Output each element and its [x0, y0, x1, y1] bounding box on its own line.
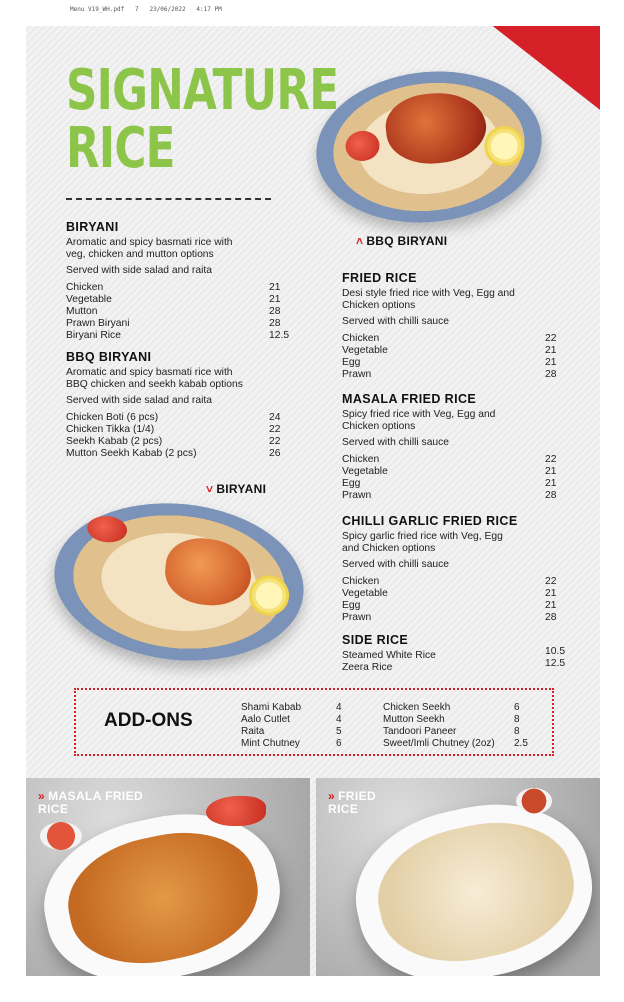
menu-item: Chicken Boti (6 pcs) 24 [66, 412, 281, 423]
tomato-slice-image [344, 129, 381, 162]
item-price: 21 [545, 357, 557, 368]
section-title: SIDE RICE [342, 633, 409, 647]
menu-item: Chicken 22 [342, 333, 557, 344]
menu-item: Egg 21 [342, 478, 557, 489]
masala-fried-rice-section [342, 392, 572, 502]
menu-item: Egg 21 [342, 600, 557, 611]
bbq-biryani-section [66, 350, 306, 460]
section-title: MASALA FRIED RICE [342, 392, 477, 406]
addon-item: Sweet/Imli Chutney (2oz) 2.5 [383, 738, 528, 749]
fried-rice-label: » FRIED RICE [328, 789, 377, 816]
section-description: Spicy garlic fried rice with Veg, Egg and Chicken options [342, 531, 503, 554]
menu-item: Prawn Biryani 28 [66, 318, 281, 329]
menu-page [26, 26, 600, 976]
menu-item: Prawn 28 [342, 369, 557, 380]
section-note: Served with chilli sauce [342, 437, 450, 448]
page-title [66, 58, 339, 181]
side-rice-section [342, 633, 582, 674]
addon-item: Shami Kabab 4 [241, 702, 342, 713]
section-note: Served with side salad and raita [66, 395, 212, 406]
chicken-piece-image [162, 535, 254, 610]
menu-item: Chicken 22 [342, 454, 557, 465]
item-price: 22 [545, 576, 557, 587]
section-description: Aromatic and spicy basmati rice with veg, chicken and mutton options [66, 237, 233, 260]
tomato-slice-image [86, 514, 128, 544]
item-price: 28 [269, 318, 281, 329]
addon-item: Mutton Seekh 8 [383, 714, 520, 725]
item-price: 26 [269, 448, 281, 459]
addons-column-1 [241, 702, 351, 750]
addon-item: Raita 5 [241, 726, 342, 737]
chevron-down-icon: ˅ [206, 482, 214, 496]
item-price: 22 [269, 424, 281, 435]
menu-item: Zeera Rice 12.5 [342, 658, 566, 673]
item-price: 10.5 [545, 646, 566, 657]
item-price: 21 [545, 478, 557, 489]
menu-item: Chicken 22 [342, 576, 557, 587]
item-price: 28 [545, 490, 557, 501]
menu-item: Steamed White Rice 10.5 [342, 646, 566, 661]
section-title: BBQ BIRYANI [66, 350, 152, 364]
item-price: 24 [269, 412, 281, 423]
menu-item: Mutton Seekh Kabab (2 pcs) 26 [66, 448, 281, 459]
masala-fried-rice-photo [26, 778, 310, 976]
section-description: Desi style fried rice with Veg, Egg and Chicken options [342, 288, 515, 311]
menu-item: Vegetable 21 [66, 294, 281, 305]
menu-item: Vegetable 21 [342, 588, 557, 599]
item-price: 21 [545, 466, 557, 477]
lemon-slice-image [482, 124, 526, 168]
addon-item: Aalo Cutlet 4 [241, 714, 342, 725]
fried-rice-section [342, 271, 572, 381]
item-price: 21 [269, 282, 281, 293]
section-description: Spicy fried rice with Veg, Egg and Chicken options [342, 409, 496, 432]
menu-item: Prawn 28 [342, 612, 557, 623]
title-line-1: SIGNATURE [66, 58, 339, 123]
menu-item: Biryani Rice 12.5 [66, 330, 290, 341]
item-price: 22 [545, 454, 557, 465]
title-divider [66, 198, 271, 200]
section-note: Served with side salad and raita [66, 265, 212, 276]
biryani-section [66, 220, 306, 342]
item-price: 22 [545, 333, 557, 344]
item-price: 21 [545, 588, 557, 599]
addon-item: Tandoori Paneer 8 [383, 726, 520, 737]
menu-item: Seekh Kabab (2 pcs) 22 [66, 436, 281, 447]
double-chevron-icon: » [38, 789, 46, 803]
menu-item: Mutton 28 [66, 306, 281, 317]
item-price: 22 [269, 436, 281, 447]
grilled-chicken-image [383, 88, 490, 168]
bbq-biryani-badge: ˄ BBQ BIRYANI [356, 234, 448, 248]
menu-item: Vegetable 21 [342, 345, 557, 356]
section-title: FRIED RICE [342, 271, 417, 285]
biryani-badge: ˅ BIRYANI [206, 482, 267, 496]
addons-title: ADD-ONS [104, 710, 193, 731]
double-chevron-icon: » [328, 789, 336, 803]
item-price: 28 [545, 612, 557, 623]
item-price: 21 [545, 600, 557, 611]
menu-item: Chicken 21 [66, 282, 281, 293]
chevron-up-icon: ˄ [356, 234, 364, 248]
section-note: Served with chilli sauce [342, 316, 450, 327]
addons-box [74, 688, 554, 756]
section-description: Aromatic and spicy basmati rice with BBQ chicken and seekh kabab options [66, 367, 243, 390]
menu-item: Chicken Tikka (1/4) 22 [66, 424, 281, 435]
biryani-photo [47, 491, 312, 672]
section-note: Served with chilli sauce [342, 559, 450, 570]
title-line-2: RICE [66, 116, 175, 181]
menu-item: Egg 21 [342, 357, 557, 368]
menu-item: Vegetable 21 [342, 466, 557, 477]
masala-fried-rice-label: » MASALA FRIED RICE [38, 789, 144, 816]
section-title: CHILLI GARLIC FRIED RICE [342, 514, 518, 528]
chilli-garlic-fried-rice-section [342, 514, 572, 624]
item-price: 12.5 [269, 330, 290, 341]
addons-column-2 [383, 702, 543, 750]
item-price: 21 [545, 345, 557, 356]
bbq-biryani-photo [309, 61, 549, 234]
tomato-slice-image [206, 796, 266, 826]
fried-rice-photo [316, 778, 600, 976]
item-price: 12.5 [545, 658, 566, 669]
print-header: Menu V19_WH.pdf 7 23/06/2022 4:17 PM [70, 6, 222, 13]
addon-item: Chicken Seekh 6 [383, 702, 520, 713]
section-title: BIRYANI [66, 220, 119, 234]
item-price: 28 [269, 306, 281, 317]
addon-item: Mint Chutney 6 [241, 738, 342, 749]
sauce-bowl-image [516, 788, 552, 814]
sauce-bowl-image [40, 822, 82, 850]
menu-item: Prawn 28 [342, 490, 557, 501]
lemon-slice-image [247, 574, 291, 618]
item-price: 28 [545, 369, 557, 380]
item-price: 21 [269, 294, 281, 305]
